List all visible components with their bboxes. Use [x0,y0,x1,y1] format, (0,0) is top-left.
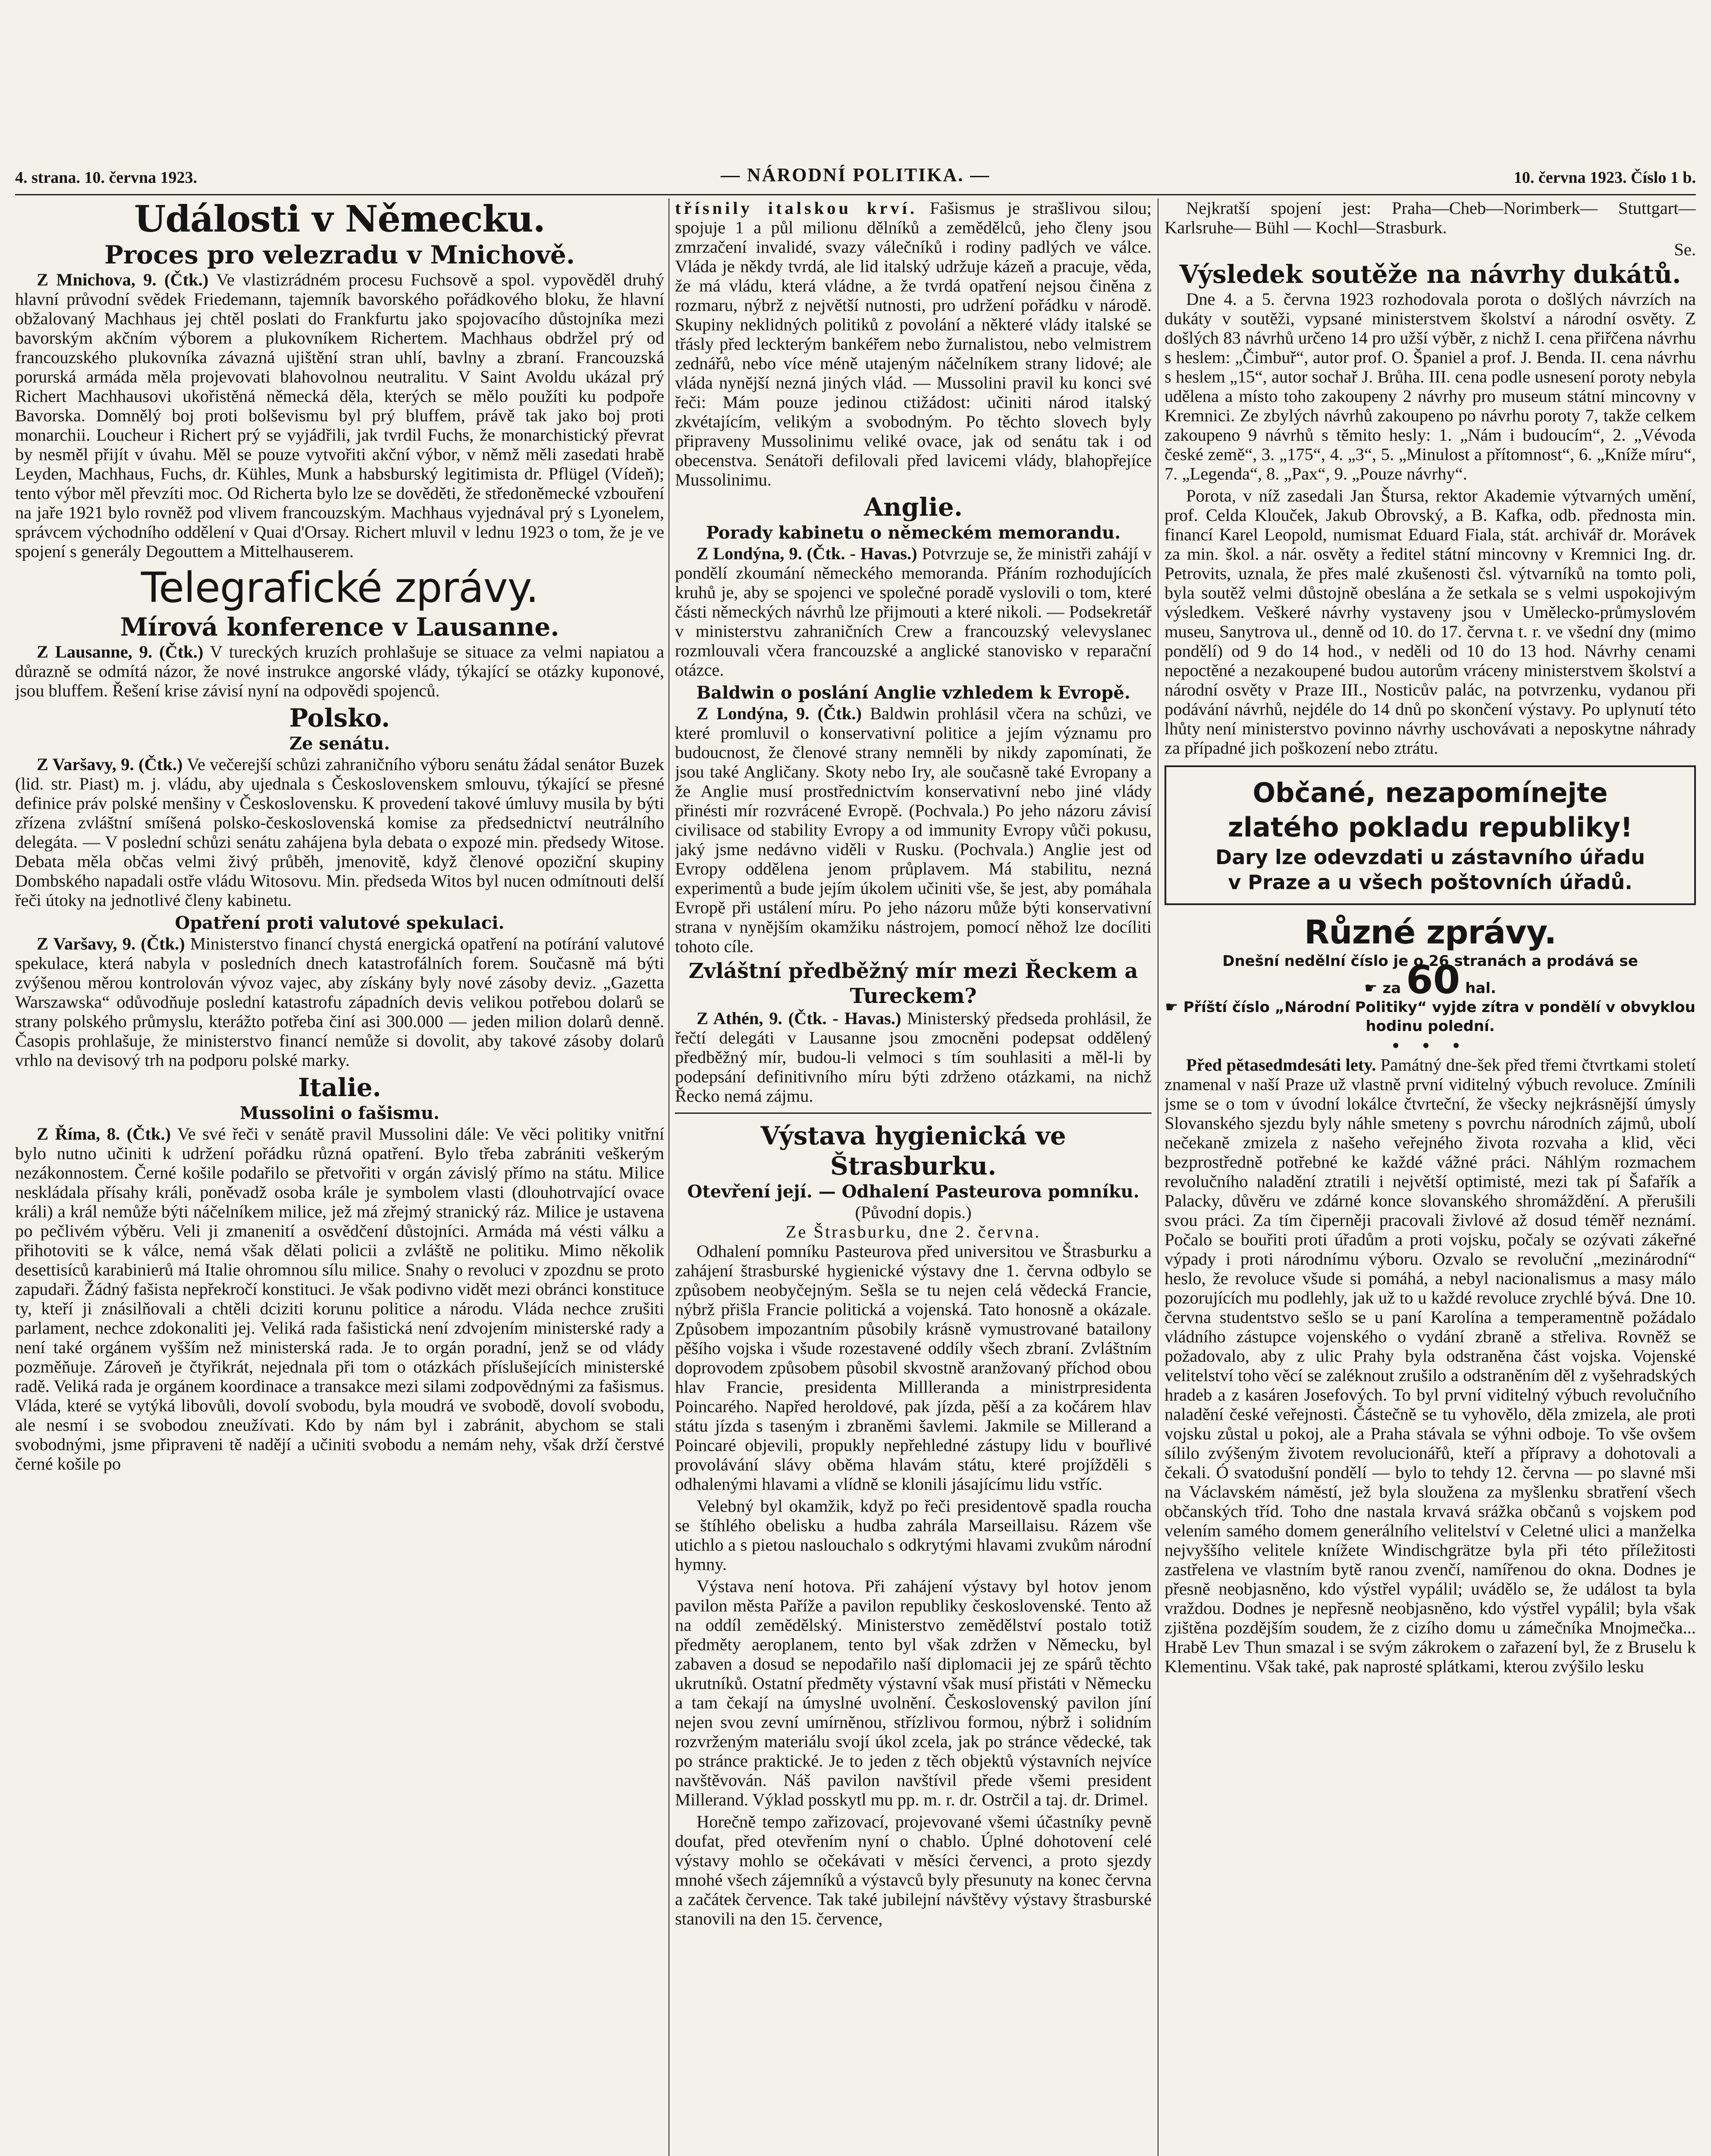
article-body: Z Londýna, 9. (Čtk.) Baldwin prohlásil včera na schůzi, ve které promluvil o konservativní politice a jejím významu pro budoucnost, že členové strany nemněli by nikdy zapomínati, že jsou také Angličany. Skoty nebo Iry, ale současně také Evropany a že Anglie musí prostřednictvím konservativní nebo jiné vlády přinésti mír rozvrácené Evropě. (Pochvala.) Po jeho názoru závisí civilisace od stability Evropy a od immunity Evropy vůči pokusu, jaký jsme nedávno viděli v Rusku. (Pochvala.) Anglie jest od Evropy oddělena jenom průplavem. Má stabilitu, nezná experimentů a bude jejím úkolem učiniti vše, še jest, aby pomáhala Evropě při ustálení míru. Po jeho názoru může býti konservativní strana v nynějším okamžiku nástrojem, pomocí něhož lze docíliti tohoto cíle. [675,704,1152,956]
article-heading-greece-turkey: Zvláštní předběžný mír mezi Řeckem a Tureckem? [688,959,1138,1008]
article-heading-munich: Proces pro velezradu v Mnichově. [104,240,575,270]
article-body: Z Athén, 9. (Čtk. - Havas.) Ministerský předseda prohlásil, že řečtí delegáti v Lausanne jsou zmocněni podepsat oddělený předběžný mír, budou-li velmoci s tím souhlasiti a měl-li by podepsání definitivního míru býti zdrženo otázkami, na nichž Řecko nemá zájmu. [675,1009,1152,1106]
article-heading-strasbourg: Výstava hygienická ve Štrasburku. [760,1121,1066,1181]
article-heading-baldwin: Baldwin o poslání Anglie vzhledem k Evropě. [696,683,1130,703]
column-3 [1165,198,1696,2156]
dateline: Ze Štrasburku, dne 2. června. [785,1222,1041,1241]
article-body: Z Mnichova, 9. (Čtk.) Ve vlastizrádném procesu Fuchsově a spol. vypověděl druhý hlavní průvodní svědek Friedemann, tajemník bavorského pořádkového bloku, že hlavní obžalovaný Machhaus jej chtěl poslati do Frankfurtu jako spojovacího důstojníka mezi bavorským akčním výborem a plukovníkem Richertem. Machhaus obdržel prý od francouzského plukovníka závazná ujištění stran uhlí, bavlny a zbraní. Francouzská porurská armáda měla projevovati blahovolnou neutralitu. V Saint Avoldu ukázal prý Richert Machhausovi ukořistěná německá děla, kterých se mělo použíti ku podpoře Bavorska. Domnělý boj proti bolševismu byl prý bluffem, právě tak jako boj proti monarchii. Loucheur i Richert prý se vyjádřili, jak tvrdil Fuchs, že monarchistický převrat by nesměl přijít v úvahu. Měl se pouze vytvořiti akční výbor, v němž měli zasedati hrabě Leyden, Machhaus, Fuchs, dr. Kühles, Munk a habsburský legitimista dr. Pflügel (Vídeň); tento výbor měl převzíti moc. Od Richerta bylo lze se dověděti, že středoněmecké vzbouření na jaře 1921 bylo rovněž pod vlivem francouzským. Machhaus vyjednával prý s Lyonelem, správcem východního oddělení v Quai d'Orsay. Richert mluvil v lednu 1923 o tom, že je ve spojení s generály Degouttem a Mittelhauserem. [15,270,664,561]
article-body: Před pětasedmdesáti lety. Památný dne-šek před třemi čtvrtkami století znamenal v naší Praze už vlastně první viditelný výbuch revoluce. Zmínili jsme se o tom v úvodní lokálce čtvrteční, že všecky nejkrásnější úmysly Slovanského sjezdu byly náhle smeteny s povrchu národních zájmů, ubolí nečekaně zmizela z našeho veřejného života rozvaha a klid, věci bezprostředně potřebné ke každé vážné práci. Náhlým rozmachem revolučního naladění ztratili i největší optimisté, mezi tak pí Šafařík a Palacky, důvěru ve zdárné konce slovanského shromáždění. A přerušili svou práci. Za tím čiperněji pracovali živlové až dosud téměř neznámí. Počalo se bouřiti proti úřadům a proti vojsku, počaly se ozývati zákeřné výpady i proti národnímu výboru. Ozvalo se revoluční „mezinárodní“ heslo, že revoluce všude si pomáhá, a nebyl nacionalismus a masy málo pozorujících mu podlehly, jak už to u každé revoluce zrychlé bývá. Dne 10. června studentstvo sešlo se u paní Karolína a temperamentně požádalo vládního zástupce vojenského o vydání zbraně a střeliva. Rovněž se požadovalo, aby z ulic Prahy byla odstraněna část vojska. Vojenské velitelství toho věcí se zaléknout zrušilo a odstraněním děl z vyšehradských hradeb a z kasáren Josefových. To byl první viditelný výbuch revolučního naladění české veřejnosti. Částečně se tu vyhovělo, děla zmizela, ale proti vojsku zůstal u pokoj, ale a Praha stávala se výhni odboje. To vše ovšem sílilo zvýšeným životem revolucionářů, kteří a přípravy a dohotovali a čekali. Ó svatodušní pondělí — bylo to tehdy 12. června — po slavné mši na Václavském náměstí, jež byla sloužena za myšlenku sbratření všech občanských tříd. Toho dne nastala krvavá srážka občanů s vojskem pod velením samého domem generálního velitelství v Celetné ulici a manželka nejvyššího velitele knížete Windischgrätze byla při této příležitosti zastřelena ve vlastním bytě ranou zvenčí, namířenou do okna. Dodnes je přesně neobjasněno, kdo výstřel vypálil; uvádělo se, že událost ta byla vraždou. Dodnes je nepřesně neobjasněno, kdo výstřel vypálil; byla však zjištěna pozdějším soudem, že z cizího domu u zámečníka Mnojmečka... Hrabě Lev Thun smazal i se svým zákrokem o zařazení byl, že z Bruselu k Klementinu. Však také, pak naprosté splátkami, kterou zvýšilo lesku [1165,1055,1696,1676]
article-body: Z Varšavy, 9. (Čtk.) Ministerstvo financí chystá energická opatření na potírání valutové spekulace, která nabyla v posledních dnech katastrofálních forem. Současně má býti zvýšenou měrou kontrolován vývoz vajec, aby získány byly nové zásoby deviz. „Gazetta Warszawska“ odůvodňuje poslední katastrofu západních devis velikou potřebou dolarů se strany polského průmyslu, kterážto potřeba činí asi 300.000 — jeden milion dolarů denně. Časopis prohlašuje, že ministerstvo financí nemůže si dovolit, aby takové zásoby dolarů vrhlo na devisový trh na podporu polské marky. [15,934,664,1070]
section-heading-poland: Polsko. [289,703,390,733]
article-body: Dne 4. a 5. června 1923 rozhodovala porota o došlých návrzích na dukáty v soutěži, vypsané ministerstvem školství a národní osvěty. Z došlých 83 návrhů určeno 14 pro užší výběr, z nichž I. cena přiřčena návrhu s heslem: „Čimbuř“, autor prof. O. Španiel a prof. J. Benda. II. cena návrhu s heslem „15“, autor sochař J. Brůha. III. cena podle usnesení poroty nebyla udělena a místo toho zakoupeny 2 návrhy pro museum státní mincovny v Kremnici. Ze zbylých návrhů zakoupeno po návrhu poroty 7, takže celkem zakoupeno 9 návrhů s těmito hesly: 1. „Nám i budoucím“, 2. „Vévoda české země“, 3. „175“, 4. „3“, 5. „Minulost a přítomnost“, 6. „Kníže míru“, 7. „Legenda“, 8. „Pax“, 9. „Pouze návrhy“. [1165,289,1696,483]
notice-line: Dary lze odevzdati u zástavního úřadu [1215,846,1645,869]
dateline: Z Athén, 9. (Čtk. - Havas.) [697,1009,901,1028]
dateline: Z Mnichova, 9. (Čtk.) [37,270,209,289]
notice-box [1165,765,1696,905]
notice-line: Občané, nezapomínejte [1253,777,1608,808]
issue-note: Dnešní nedělní číslo je o 26 stranách a prodává se [1222,953,1638,970]
article-lead: Před pětasedmdesáti lety. [1186,1055,1376,1075]
notice-line: v Praze a u všech poštovních úřadů. [1228,871,1633,894]
article-heading-cabinet: Porady kabinetu o německém memorandu. [706,523,1121,543]
price-value: 60 [1406,957,1460,1003]
article-body: Z Londýna, 9. (Čtk. - Havas.) Potvrzuje se, že ministři zahájí v pondělí zkoumání německého memoranda. Přáním rozhodujících kruhů je, aby se spojenci ve společné poradě vyslovili o tom, které části německých návrhů lze přijmouti a které nikoli. — Podsekretář v ministerstvu zahraničních Crew a francouzský velevyslanec rozmlouvali včera francouzské a anglické stanovisko v reparační otázce. [675,544,1152,680]
section-heading-england: Anglie. [864,492,963,522]
article-body: Odhalení pomníku Pasteurova před universitou ve Štrasburku a zahájení štrasburské hygienické výstavy dne 1. června odbylo se způsobem neobyčejným. Sešla se tu nejen celá vědecká Francie, nýbrž přišla Francie politická a vojenská. Tato honosně a okázale. Způsobem impozantním působily krásně vymustrované batailony pěšího vojska i všude rozestavené oddíly všech zbraní. Zvláštním doprovodem způsobem působil skvostně aranžovaný příchod obou hlav Francie, presidenta Millleranda a ministrpresidenta Poincarého. Napřed heroldové, pak jízda, pěší a za kočárem hlav státu jízda s taseným i zbraněmi šavlemi. Jakmile se Millerand a Poincaré objevili, propukly nepřehledné zástupy lidu v bouřlivé provolávání slávy oběma hlavám státu, které projížděli s odhalenými hlavami a vlídně se klonili jásajícímu lidu vstříc. [675,1241,1152,1494]
price-line: ☛ za 60 hal. [1364,957,1496,1003]
section-heading-telegraphs: Telegrafické zprávy. [141,564,539,612]
article-heading-mussolini: Mussolini o fašismu. [240,1103,440,1123]
article-body: Nejkratší spojení jest: Praha—Cheb—Norimberk— Stuttgart—Karlsruhe— Bühl — Kochl—Strasburk. [1165,198,1696,237]
article-body: Horečně tempo zařizovací, projevované všemi účastníky pevně doufat, před otevřením nyní o chablo. Úplné dohotovení celé výstavy mohlo se očekávati v měsíci červenci, a proto sjezdy mnohé všech zájemníků a výstavců byly přesunuty na konec června a začátek července. Tak také jubilejní návštěvy výstavy štrasburské stanovili na den 15. července, [675,1812,1152,1928]
ornament-bullets: • • • [1392,1033,1469,1057]
pointing-hand-icon: ☛ [1165,999,1184,1016]
dateline: Z Londýna, 9. (Čtk.) [697,704,862,723]
pointing-hand-icon: ☛ [1364,980,1378,997]
section-heading-italy: Italie. [298,1073,381,1102]
article-body: Velebný byl okamžik, když po řeči presidentově spadla roucha se štíhlého obelisku a hudba zahrála Marseillaisu. Rázem vše utichlo a s pietou naslouchalo s odkrytými hlavami zvukům národní hymny. [675,1496,1152,1574]
article-body: Výstava není hotova. Při zahájení výstavy byl hotov jenom pavilon města Paříže a pavilon republiky československé. Tento až na oddíl zemědělský. Ministerstvo zemědělství postalo totiž předměty aeroplanem, tento byl však zdržen v Německu, byl zabaven a dosud se nepodařilo naší diplomacii jej ze spárů těchto ukrutníků. Ostatní předměty výstavní však musí přistáti v Německu a tam čekají na úmyslné uvolnění. Československý pavilon jíní nejen svou zevní umírněnou, střízlivou formou, nýbrž i solidním rozvrženým materiálu svojí úkol zcela, jak po stránce vědecké, tak po stránce praktické. Je to jeden z těch objektů výstavních nejvíce navštěvován. Náš pavilon navštívil přede všemi president Millerand. Výklad posskytl mu pp. m. r. dr. Ostrčil a taj. dr. Drimel. [675,1576,1152,1809]
dateline: Z Varšavy, 9. (Čtk.) [37,934,185,953]
article-heading-senate: Ze senátu. [289,733,390,754]
page-header [15,164,1696,194]
header-rule [15,194,1696,195]
next-issue-note: ☛ Příští číslo „Národní Politiky“ vyjde zítra v pondělí v obvyklou hodinu polední. [1165,999,1695,1035]
signature: Se. [1674,240,1696,259]
article-heading-lausanne: Mírová konference v Lausanne. [120,612,559,642]
article-body: Porota, v níž zasedali Jan Štursa, rektor Akademie výtvarných umění, prof. Celda Klouček, Jakub Obrovský, a B. Kafka, odb. přednosta min. financí Karel Leopold, numismat Eduard Fiala, stát. archivář dr. Morávek za min. škol. a nár. osvěty a ředitel státní mincovny v Kremnici Ing. dr. Petrovits, uznala, že přes malé zkušenosti čsl. výtvarníků na tomto poli, byla soutěž velmi důstojně obeslána a že setkala se s velmi uspokojivým výsledkem. Veškeré návrhy vystaveny jsou v Umělecko-průmyslovém museu, Sanytrova ul., denně od 10. do 17. června t. r. ve všední dny (mimo pondělí) od 9 do 14 hod., v neděli od 10 do 13 hod. Návrhy cenami nepoctěné a nezakoupené budou autorům vráceny ministerstvem školství a národní osvěty v Praze III., Nosticův palác, na potvrzenku, vydanou při podávání návrhů, nejdéle do 14 dnů po skončení výstavy. Po uplynutí této lhůty není ministerstvo povinno návrhy uschovávati a neposkytne náhrady za případné jich poškození nebo ztrátu. [1165,486,1696,758]
dateline: Z Lausanne, 9. (Čtk.) [37,642,204,661]
notice-line: zlatého pokladu republiky! [1228,812,1633,843]
article-body: Z Varšavy, 9. (Čtk.) Ve večerejší schůzi zahraničního výboru senátu žádal senátor Buzek (lid. str. Piast) m. j. vládu, aby ujednala s Československem smlouvu, týkající se přesné definice práv polské menšiny v Československu. K provedení takové úmluvy musila by býti zřízena zvláštní smíšená polsko-československá komise za předsednictví neutrálního delegáta. — V poslední schůzi senátu zahájena byla debata o expozé min. předsedy Witose. Debata měla občas velmi živý průběh, jmenovitě, když členové opoziční skupiny Dombského napadali ostře vládu Witosovu. Min. předseda Witos byl nucen odmítnouti delší řeči útoky na jednotlivé členy kabinetu. [15,755,664,910]
article-subheading: Otevření její. — Odhalení Pasteurova pomníku. [687,1181,1140,1202]
article-heading-ducats: Výsledek soutěže na návrhy dukátů. [1179,260,1681,289]
header-left: 4. strana. 10. června 1923. [15,169,198,187]
article-body: Z Říma, 8. (Čtk.) Ve své řeči v senátě pravil Mussolini dále: Ve věci politiky vnitřní bylo nutno učiniti k udržení pořádku různá opatření. Bylo třeba zabrániti veškerým nezákonnostem. Černé košile podařilo se přetvořiti v orgán závislý přímo na státu. Milice neskládala přísahy králi, poněvadž osoba krále je symbolem vlasti (dlouhotrvající ovace králi) a král nemůže býti náčelníkem milice, jež má zřejmý stranický ráz. Milice je ustavena po pečlivém výběru. Veli ji zmanenití a osvědčení důstojníci. Armáda má vésti válku a přihotoviti se k válce, nemá však dělati policii a zvláště ne politiku. Mimo několik desettisíců karabinierů má Italie ohromnou sílu milice. Snahy o revoluci v zpozdnu se proto zapudaři. Žádný fašista nepřekročí konstituci. Je však podivno vidět mezi obránci konstituce ty, kteří ji znásilňovali a chtěli dciziti korunu politice a národu. Vláda nechce zrušiti parlament, nechce zdokonaliti jej. Veliká rada fašistická není zdvojením ministerské rady a není také orgánem vyšším než ministerská rada. Je to orgán poradní, jenž se od vlády pozměňuje. Zároveň je čtyřikrát, nejednala při tom o otázkách příslušejících ministerské radě. Veliká rada je orgánem koordinace a transakce mezi silami zodpovědnými za fašismus. Vláda, které se vytýká libovůli, dovolí svobodu, byla moudrá ve svobodě, dovolí svobodu, ale nesmí i se svobodou zneužívati. Kdo by nám byl i zabránit, abychom se stali svobodnými, jsme připraveni tě nadějí a učiniti svobodu a nemám nehy, však drží čerstvé černé košile po [15,1124,664,1473]
dateline: Z Říma, 8. (Čtk.) [37,1124,171,1144]
article-heading-currency: Opatření proti valutové spekulaci. [175,913,505,933]
masthead-title: — NÁRODNÍ POLITIKA. — [720,164,991,185]
article-body: Z Lausanne, 9. (Čtk.) V tureckých kruzích prohlašuje se situace za velmi napiatou a důrazně se odmítá názor, že nové instrukce angorské vlády, týkající se otázky kuponové, jsou bluffem. Řešení krise závisí nyní na odpovědi spojenců. [15,642,664,700]
column-1 [15,198,664,2156]
column-2 [675,198,1152,2156]
section-heading-germany: Události v Německu. [134,198,545,240]
dateline: Z Londýna, 9. (Čtk. - Havas.) [697,544,917,563]
header-right: 10. června 1923. Číslo 1 b. [1513,169,1696,187]
article-origin-note: (Původní dopis.) [855,1203,972,1222]
divider [675,1112,1152,1114]
section-heading-misc: Různé zprávy. [1304,913,1557,951]
dateline: Z Varšavy, 9. (Čtk.) [37,755,183,774]
article-body: třísnily italskou krví. Fašismus je strašlivou silou; spojuje 1 a půl milionu dělníků a zemědělců, jeho členy jsou zmrzačení invalidé, svazy válečníků i rodiny padlých ve válce. Vláda je někdy tvrdá, ale lid italský udržuje kázeň a pracuje, věda, že má vládu, která vládne, a že tvrdá opatření nejsou činěna z rozmaru, nýbrž z největší nutnosti, pro udržení pořádku v národě. Skupiny neklidných politiků z povolání a některé vlády italské se třásly před leckterým bankéřem nebo žurnalistou, nebo velmistrem zednářů, nebo více méně utajeným náčelníkem strany lidové; ale vláda nynější nezná jiných vlád. — Mussolini pravil ku konci své řeči: Mám pouze jedinou ctižádost: učiniti národ italský zkvétajícím, velikým a svobodným. Po těchto slovech byly připraveny Mussolinimu veliké ovace, jak od senátu tak i od obecenstva. Senátoři defilovali před lavicemi vlády, blahopřejíce Mussolinimu. [675,198,1152,489]
